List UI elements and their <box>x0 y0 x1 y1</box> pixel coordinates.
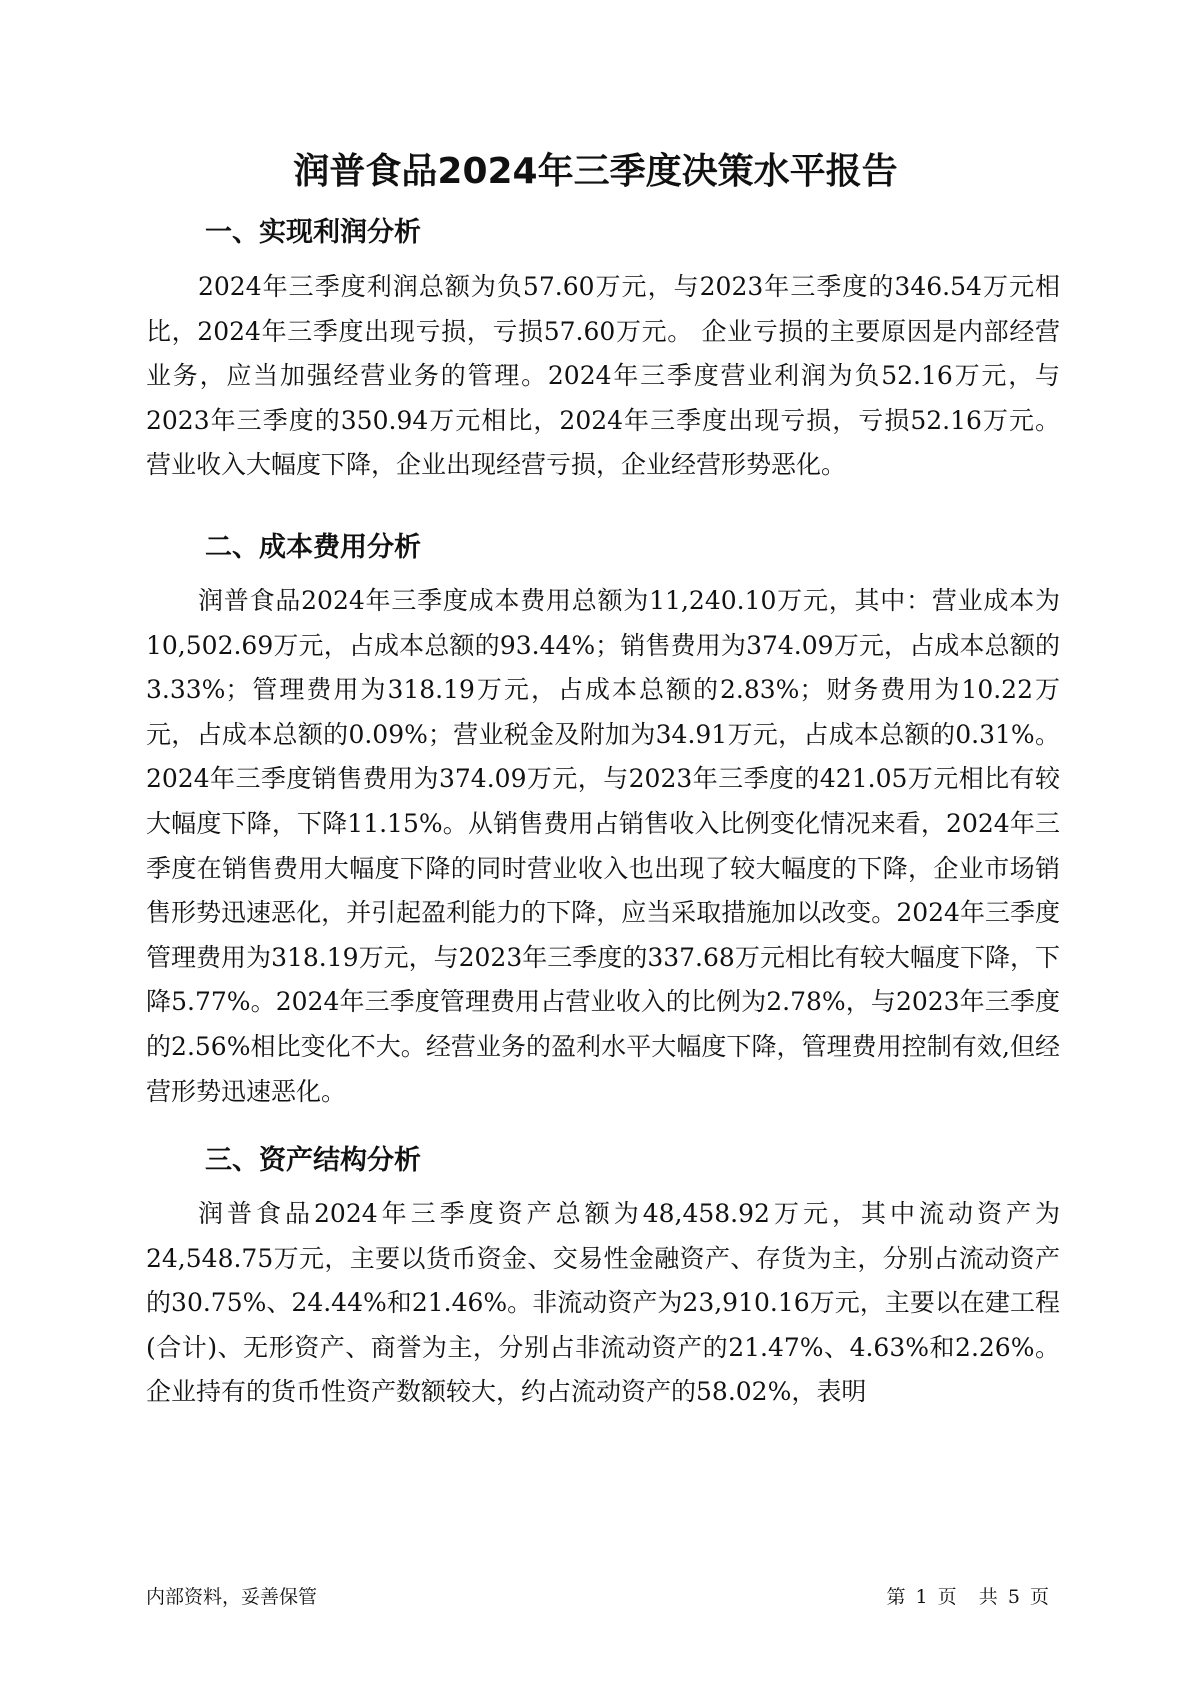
section-heading-profit: 一、实现利润分析 <box>205 217 421 248</box>
footer-page-indicator <box>884 1584 1051 1610</box>
page-unit: 页 <box>937 1586 957 1608</box>
total-pages: 5 <box>1007 1586 1020 1608</box>
paragraph-profit: 2024年三季度利润总额为负57.60万元，与2023年三季度的346.54万元相比，2024年三季度出现亏损，亏损57.60万元。 企业亏损的主要原因是内部经营业务，应当加强经营业务的管理。2024年三季度营业利润为负52.16万元，与2023年三季度的350.94万元相比，2024年三季度出现亏损，亏损52.16万元。 营业收入大幅度下降，企业出现经营亏损，企业经营形势恶化。 <box>146 272 1060 480</box>
total-prefix: 共 <box>978 1586 998 1608</box>
footer-confidential-note: 内部资料，妥善保管 <box>146 1586 318 1608</box>
section-heading-assets: 三、资产结构分析 <box>205 1145 421 1176</box>
section-heading-cost: 二、成本费用分析 <box>205 532 421 563</box>
page-number: 1 <box>915 1586 928 1608</box>
page-title: 润普食品2024年三季度决策水平报告 <box>293 151 898 192</box>
paragraph-cost: 润普食品2024年三季度成本费用总额为11,240.10万元，其中：营业成本为10,502.69万元，占成本总额的93.44%；销售费用为374.09万元，占成本总额的3.33%；管理费用为318.19万元，占成本总额的2.83%；财务费用为10.22万元，占成本总额的0.09%；营业税金及附加为34.91万元，占成本总额的0.31%。2024年三季度销售费用为374.09万元，与2023年三季度的421.05万元相比有较大幅度下降，下降11.15%。从销售费用占销售收入比例变化情况来看，2024年三季度在销售费用大幅度下降的同时营业收入也出现了较大幅度的下降，企业市场销售形势迅速恶化，并引起盈利能力的下降，应当采取措施加以改变。2024年三季度管理费用为318.19万元，与2023年三季度的337.68万元相比有较大幅度下降，下降5.77%。2024年三季度管理费用占营业收入的比例为2.78%，与2023年三季度的2.56%相比变化不大。经营业务的盈利水平大幅度下降，管理费用控制有效,但经营形势迅速恶化。 <box>146 586 1060 1106</box>
page-prefix: 第 <box>886 1586 906 1608</box>
paragraph-assets: 润普食品2024年三季度资产总额为48,458.92万元，其中流动资产为24,548.75万元，主要以货币资金、交易性金融资产、存货为主，分别占流动资产的30.75%、24.44%和21.46%。非流动资产为23,910.16万元，主要以在建工程(合计)、无形资产、商誉为主，分别占非流动资产的21.47%、4.63%和2.26%。企业持有的货币性资产数额较大，约占流动资产的58.02%，表明 <box>146 1199 1060 1407</box>
total-unit: 页 <box>1029 1586 1049 1608</box>
